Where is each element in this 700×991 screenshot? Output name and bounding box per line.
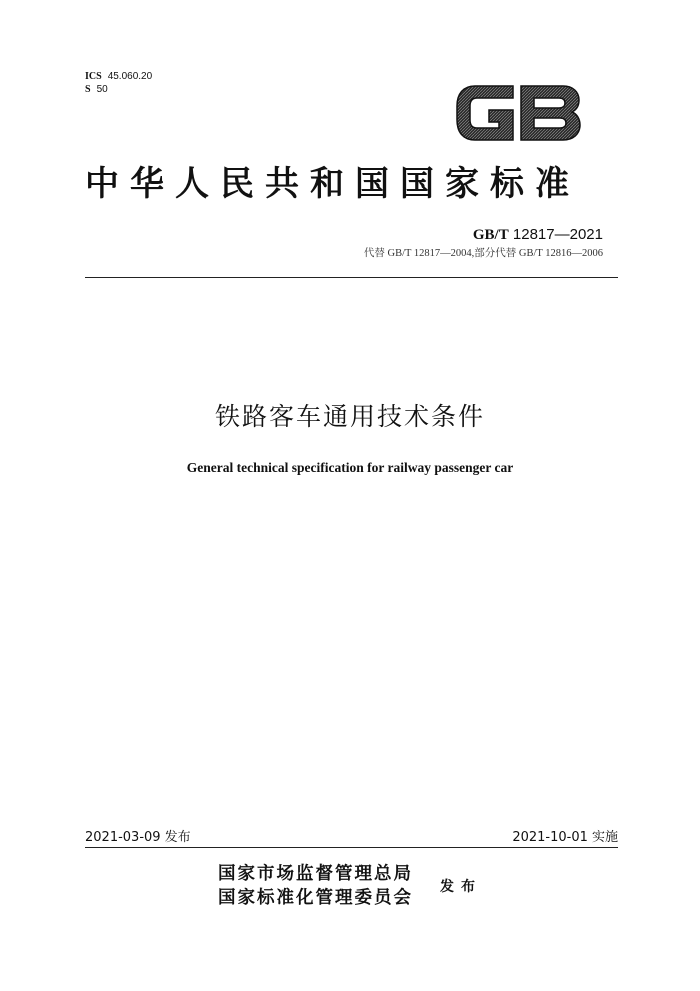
implementation-date: 2021-10-01 实施 xyxy=(512,830,618,845)
ccs-code: 50 xyxy=(96,84,108,95)
national-standard-title: 中华人民共和国国家标准 xyxy=(85,164,580,204)
gb-logo xyxy=(453,80,583,146)
english-title: General technical specification for railway passenger car xyxy=(186,460,514,475)
issuer-sac: 国家标准化管理委员会 xyxy=(218,888,413,908)
issuer-samr: 国家市场监督管理总局 xyxy=(218,864,413,884)
top-divider xyxy=(85,277,618,278)
ics-label: ICS xyxy=(85,71,102,82)
ics-code: 45.060.20 xyxy=(107,71,153,82)
standard-code: 12817—2021 xyxy=(512,226,603,243)
ccs-label: S xyxy=(85,84,91,95)
standard-prefix: GB/T xyxy=(472,227,509,243)
publish-label: 发布 xyxy=(440,879,482,895)
ccs-row xyxy=(85,83,152,96)
replaces-note: 代替 GB/T 12817—2004,部分代替 GB/T 12816—2006 xyxy=(363,248,603,259)
bottom-divider xyxy=(85,847,618,848)
ics-row xyxy=(85,70,152,83)
classification-codes xyxy=(85,70,152,96)
standard-number xyxy=(473,226,603,244)
chinese-title: 铁路客车通用技术条件 xyxy=(214,402,485,431)
gb-logo-text: GB xyxy=(453,80,455,81)
issue-date: 2021-03-09 发布 xyxy=(85,830,191,845)
issuing-authorities xyxy=(218,862,413,910)
